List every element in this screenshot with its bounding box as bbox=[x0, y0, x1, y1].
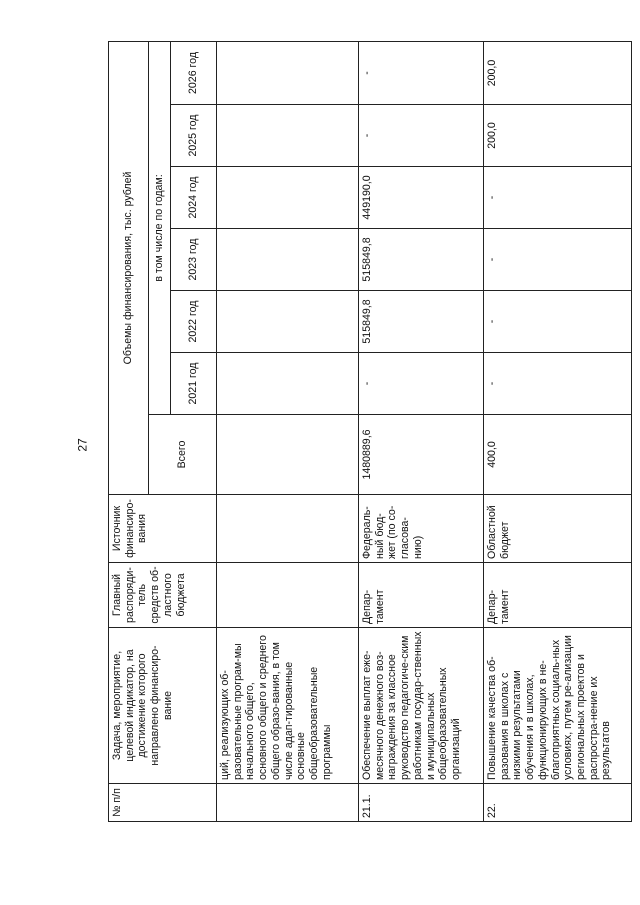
row-num bbox=[217, 784, 359, 822]
row-year: 200,0 bbox=[484, 41, 632, 104]
row-year bbox=[217, 167, 359, 229]
page-number: 27 bbox=[75, 438, 90, 452]
header-year-2021: 2021 год bbox=[171, 353, 217, 415]
header-year-2022: 2022 год bbox=[171, 291, 217, 353]
row-admin: Депар-тамент bbox=[359, 563, 484, 628]
row-total: 1480889,6 bbox=[359, 415, 484, 495]
row-source bbox=[217, 495, 359, 563]
rotated-table-wrapper bbox=[108, 42, 632, 822]
table-row bbox=[359, 41, 484, 821]
row-year: - bbox=[359, 105, 484, 167]
row-year: - bbox=[484, 167, 632, 229]
row-year: - bbox=[484, 229, 632, 291]
header-by-years: в том числе по годам: bbox=[149, 41, 171, 414]
header-source: Источник финансиро-вания bbox=[109, 495, 217, 563]
row-year bbox=[217, 229, 359, 291]
row-admin bbox=[217, 563, 359, 628]
row-year: 449190,0 bbox=[359, 167, 484, 229]
header-task: Задача, мероприятие, целевой индикатор, на достижение которого направлено финансиро-вание bbox=[109, 628, 217, 784]
row-year bbox=[217, 105, 359, 167]
row-year bbox=[217, 291, 359, 353]
header-year-2024: 2024 год bbox=[171, 167, 217, 229]
row-year bbox=[217, 41, 359, 104]
row-num: 21.1. bbox=[359, 784, 484, 822]
financing-table bbox=[108, 41, 632, 822]
row-source: Федераль-ный бюд-жет (по со-гласова-нию) bbox=[359, 495, 484, 563]
table-row bbox=[217, 41, 359, 821]
row-year: - bbox=[359, 353, 484, 415]
row-year: 515849,8 bbox=[359, 291, 484, 353]
row-year: - bbox=[359, 41, 484, 104]
header-year-2023: 2023 год bbox=[171, 229, 217, 291]
row-admin: Депар-тамент bbox=[484, 563, 632, 628]
row-task: Повышение качества об-разования в школах с низкими результатами обучения и в школах, функционирующих в не-благоприятных социаль-ных условиях, путем ре-ализации региональных проектов и распростра-нение их результатов bbox=[484, 628, 632, 784]
header-year-2025: 2025 год bbox=[171, 105, 217, 167]
header-volumes: Объемы финансирования, тыс. рублей bbox=[109, 41, 149, 494]
header-admin: Главный распоряди-тель средств об-ластного бюджета bbox=[109, 563, 217, 628]
row-total bbox=[217, 415, 359, 495]
row-year: 515849,8 bbox=[359, 229, 484, 291]
header-year-2026: 2026 год bbox=[171, 41, 217, 104]
row-num: 22. bbox=[484, 784, 632, 822]
row-year: - bbox=[484, 291, 632, 353]
row-source: Областной бюджет bbox=[484, 495, 632, 563]
row-task: ций, реализующих об-разовательные програм-мы начального общего, основного общего и среднего общего образо-вания, в том числе адап-тированные основные общеобразовательные программы bbox=[217, 628, 359, 784]
row-total: 400,0 bbox=[484, 415, 632, 495]
row-year bbox=[217, 353, 359, 415]
table-row bbox=[484, 41, 632, 821]
header-num: № п/п bbox=[109, 784, 217, 822]
row-task: Обеспечение выплат еже-месячного денежного воз-награждения за классное руководство педагогиче-ским работникам государ-ственных и муниципальных общеобразовательных организаций bbox=[359, 628, 484, 784]
row-year: - bbox=[484, 353, 632, 415]
row-year: 200,0 bbox=[484, 105, 632, 167]
header-total: Всего bbox=[149, 415, 217, 495]
